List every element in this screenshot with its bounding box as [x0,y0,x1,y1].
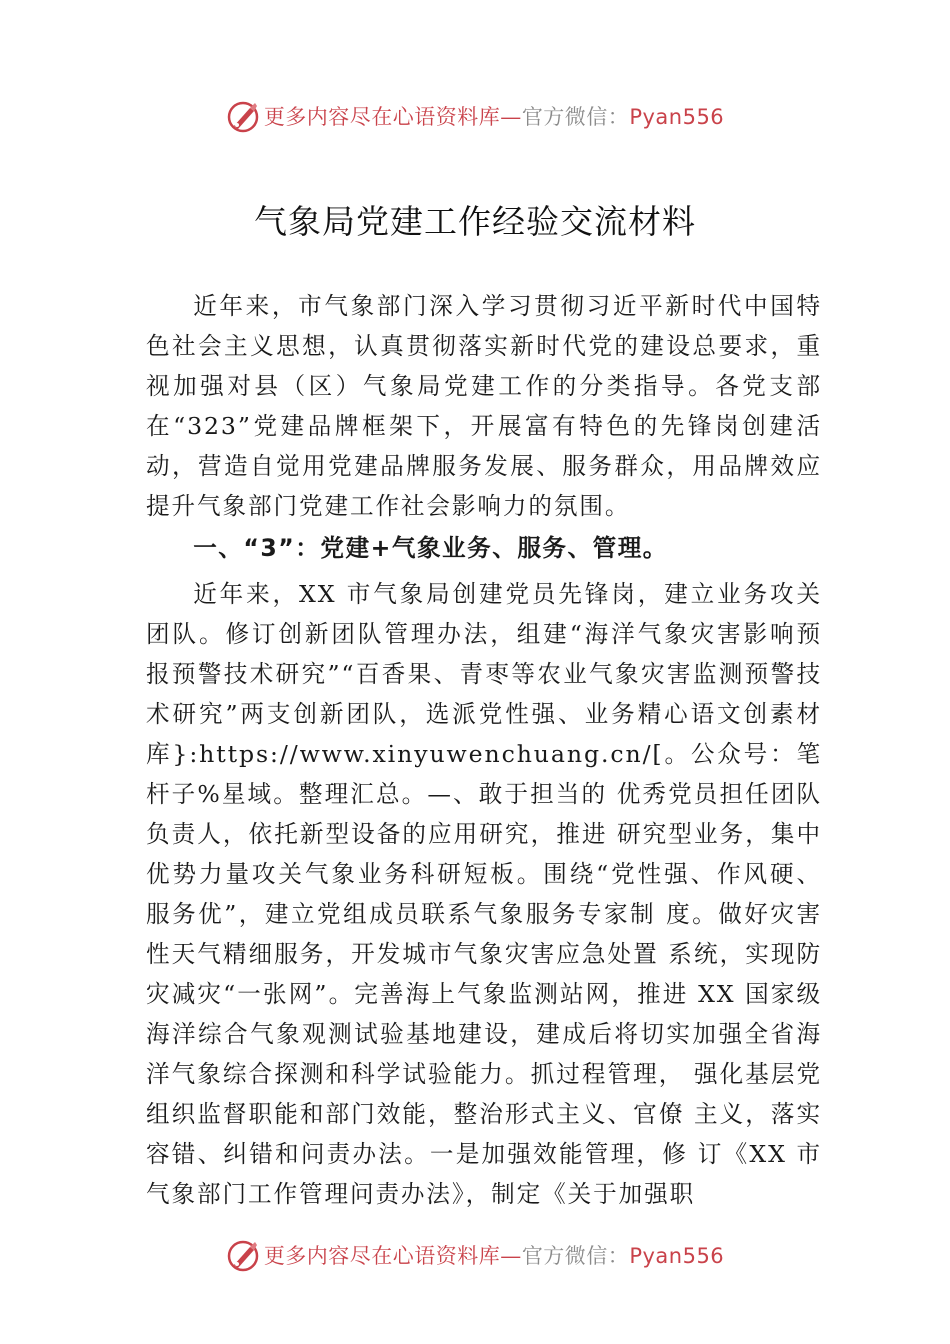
header-banner [0,94,950,138]
document-title: 气象局党建工作经验交流材料 [254,202,696,241]
document-body [146,286,822,1214]
header-banner-prefix: 更多内容尽在心语资料库— [263,105,522,129]
footer-banner-text [264,1240,724,1270]
header-banner-wechat-label: 官方微信： [521,105,630,129]
header-banner-account: Pyan556 [629,105,725,129]
section-heading-1: 一、“3”：党建+气象业务、服务、管理。 [193,534,668,562]
paragraph-section-1: 近年来，XX 市气象局创建党员先锋岗，建立业务攻关团队。修订创新团队管理办法，组建“海洋气象灾害影响预报预警技术研究”“百香果、青枣等农业气象灾害监测预警技 术研究”两支创新团队，选派党性强、业务精心语文创素材库}:https://www.xinyuwenchuang.cn/[。公众号：笔杆子%星域。整理汇总。—、敢于担当的 优秀党员担任团队负责人，依托新型设备的应用研究，推进 研究型业务，集中优势力量攻关气象业务科研短板。围绕“党性强、作风硬、服务优”，建立党组成员联系气象服务专家制 度。做好灾害性天气精细服务，开发城市气象灾害应急处置 系统，实现防灾减灾“一张网”。完善海上气象监测站网，推进 XX 国家级海洋综合气象观测试验基地建设，建成后将切实加强全省海洋气象综合探测和科学试验能力。抓过程管理， 强化基层党组织监督职能和部门效能，整治形式主义、官僚 主义，落实容错、纠错和问责办法。一是加强效能管理，修 订《XX 市气象部门工作管理问责办法》，制定《关于加强职 [146,580,822,1208]
header-banner-text [264,101,724,131]
pen-logo-icon [226,1238,260,1272]
pen-logo-icon [226,99,260,133]
footer-banner-prefix: 更多内容尽在心语资料库— [263,1244,522,1268]
footer-banner [0,1233,950,1277]
footer-banner-wechat-label: 官方微信： [521,1244,630,1268]
footer-banner-account: Pyan556 [629,1244,725,1268]
paragraph-intro: 近年来，市气象部门深入学习贯彻习近平新时代中国特色社会主义思想，认真贯彻落实新时代党的建设总要求，重视加强对县（区）气象局党建工作的分类指导。各党支部在“323”党建品牌框架下，开展富有特色的先锋岗创建活动，营造自觉用党建品牌服务发展、服务群众，用品牌效应提升气象部门党建工作社会影响力的氛围。 [146,292,822,520]
